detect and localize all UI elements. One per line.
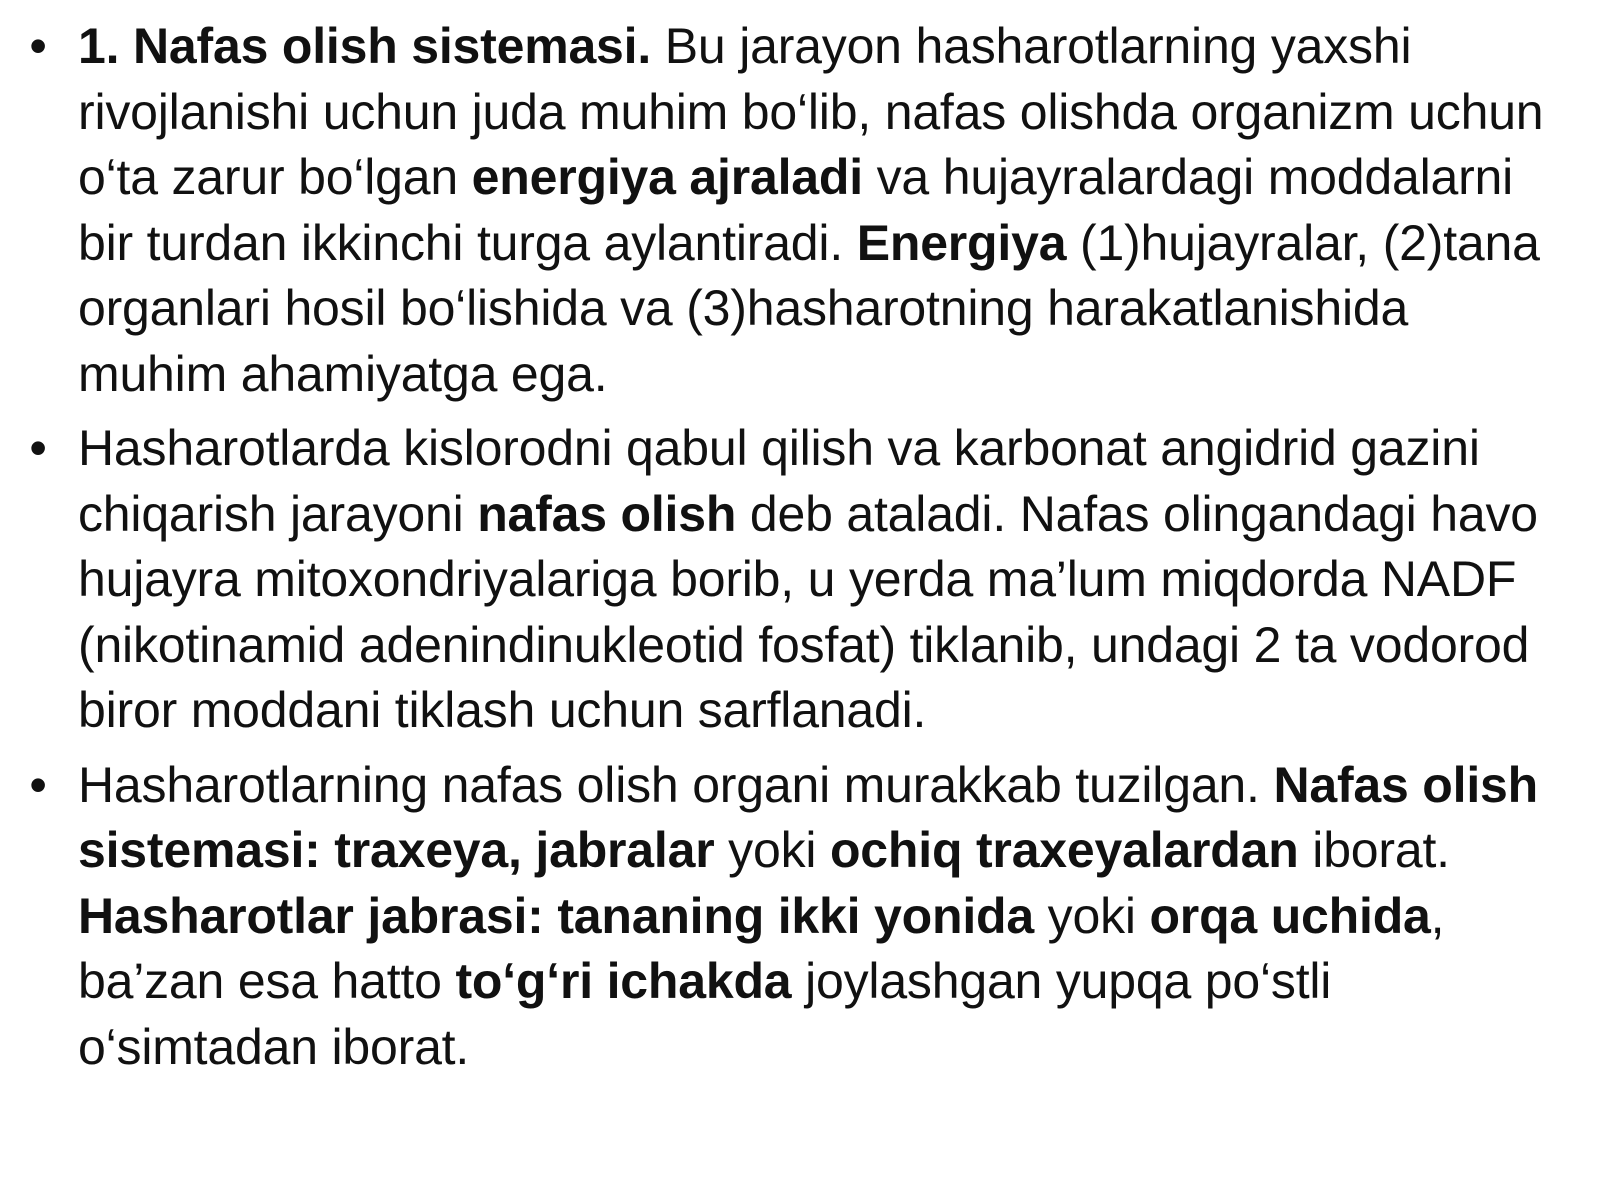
text-segment: Bu jarayon hasharotlarning yaxshi rivojlanishi uchun juda muhim bo‘lib, nafas olishda organizm uchun o‘ta zarur bo‘lgan — [78, 18, 1544, 205]
text-segment: deb ataladi. Nafas olingandagi havo hujayra mitoxondriyalariga borib, u yerda ma’lum miqdorda NADF (nikotinamid adenindinukleotid fosfat) tiklanib, undagi 2 ta vodorod biror moddani tiklash uchun sarflanadi. — [78, 485, 1538, 738]
bullet-point-icon: • — [29, 18, 47, 74]
text-segment: iborat. — [1298, 822, 1450, 878]
text-segment: Energiya — [856, 214, 1067, 271]
text-segment: orqa uchida — [1149, 887, 1431, 944]
bullet-point-icon: • — [29, 756, 47, 813]
text-segment: Nafas olish sistemasi: traxeya, jabralar — [78, 756, 1538, 878]
text-segment: nafas olish — [477, 485, 737, 542]
text-segment: Hasharotlar jabrasi: tananing ikki yonida — [78, 887, 1034, 944]
bullet-item-breathing-definition — [0, 416, 1600, 744]
text-segment: energiya ajraladi — [471, 149, 863, 205]
bullet-item-respiration-system — [0, 14, 1600, 407]
text-segment: Hasharotlarda kislorodni qabul qilish va karbonat angidrid gazini chiqarish jarayoni — [78, 420, 1480, 542]
bullet-item-respiratory-organs — [0, 753, 1600, 1081]
text-segment: Hasharotlarning nafas olish organi murakkab tuzilgan. — [78, 756, 1274, 813]
text-segment: , ba’zan esa hatto — [78, 887, 1445, 1009]
text-segment: yoki — [1033, 887, 1150, 944]
text-segment: (1)hujayralar, (2)tana organlari hosil bo‘lishida va (3)hasharotning harakatlanishida muhim ahamiyatga ega. — [78, 214, 1540, 402]
text-segment: to‘g‘ri ichakda — [455, 953, 792, 1009]
text-segment: 1. Nafas olish sistemasi. — [78, 18, 652, 74]
text-segment: va hujayralardagi moddalarni bir turdan ikkinchi turga aylantiradi. — [78, 149, 1514, 271]
bullet-point-icon: • — [29, 420, 47, 476]
bullet-list — [0, 14, 1600, 1089]
text-segment: yoki — [714, 822, 830, 878]
text-segment: ochiq traxeyalardan — [829, 822, 1299, 878]
text-segment: joylashgan yupqa po‘stli o‘simtadan iborat. — [78, 953, 1332, 1075]
